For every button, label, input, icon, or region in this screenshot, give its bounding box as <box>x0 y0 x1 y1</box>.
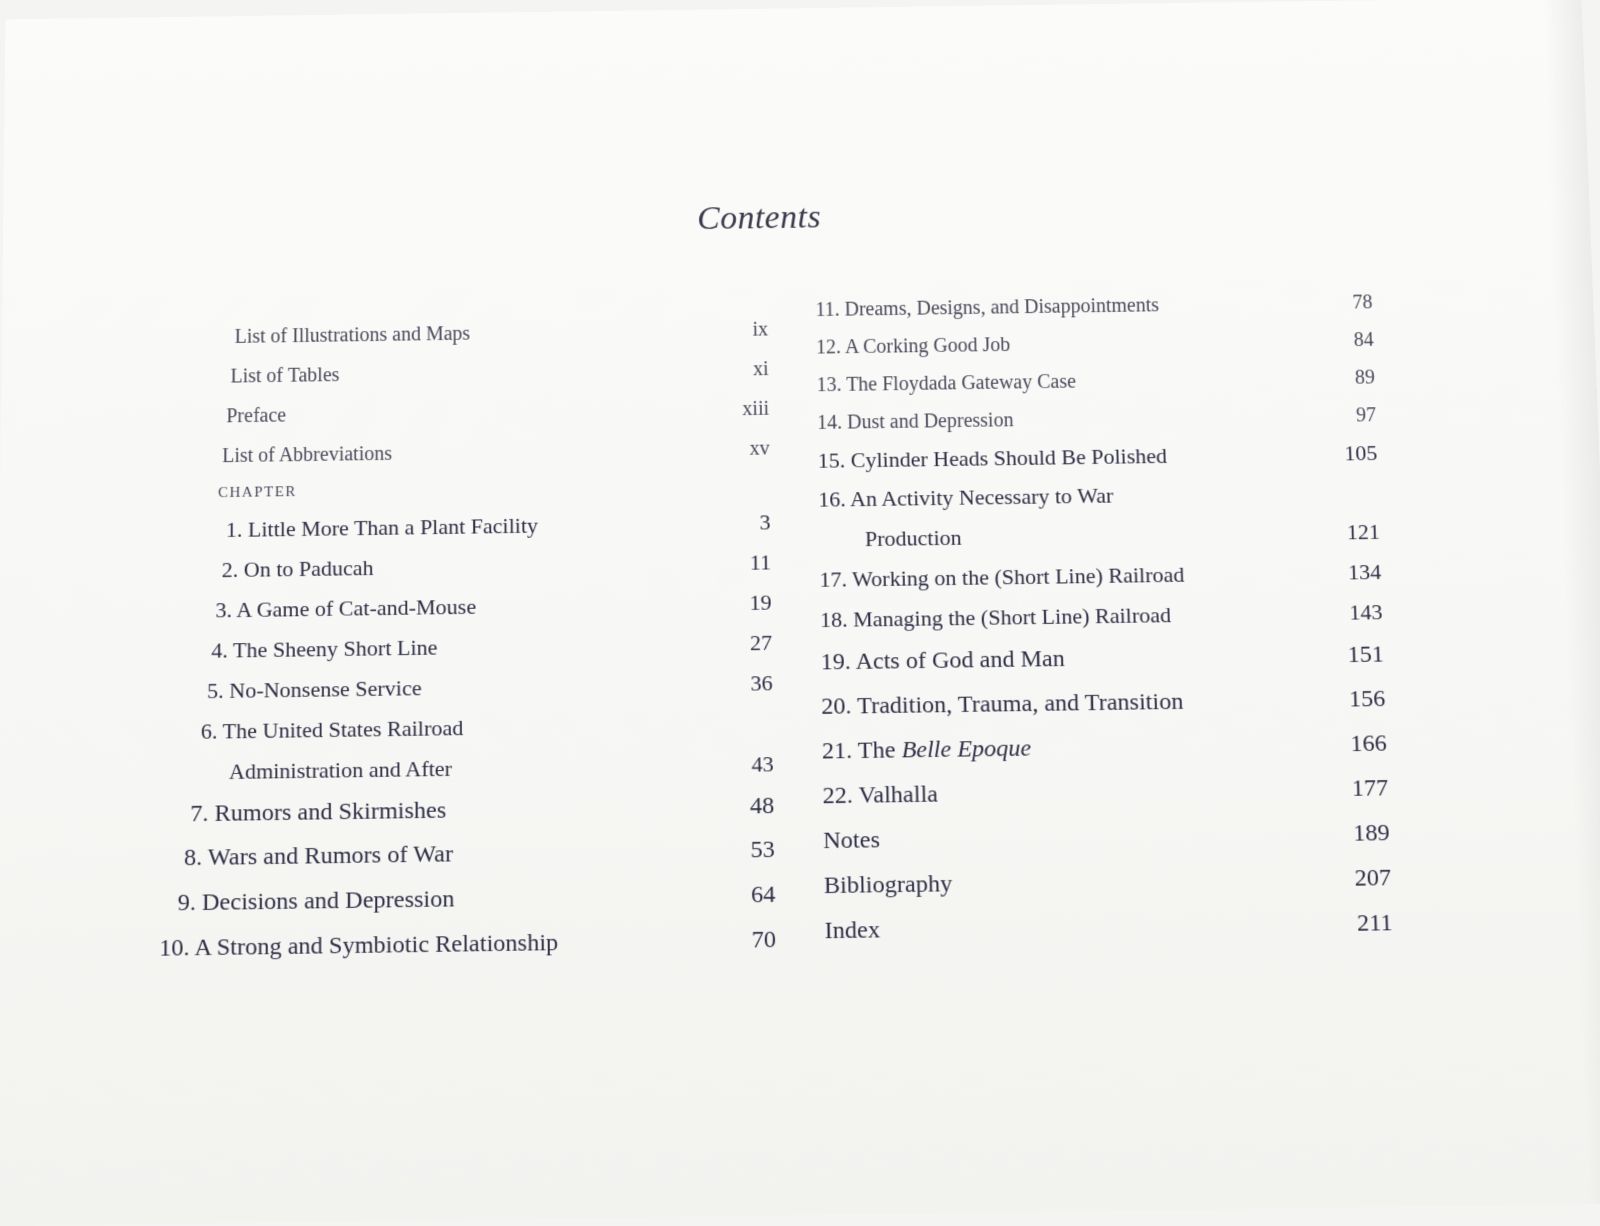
chapter-heading: CHAPTER <box>217 484 297 502</box>
chapter-page: 177 <box>1351 774 1389 802</box>
chapter-number: 4. <box>211 637 228 663</box>
page-edge-shadow <box>1542 0 1600 1204</box>
chapter-page: 166 <box>1350 730 1388 758</box>
chapter-number: 13. <box>816 374 842 397</box>
chapter-page: 143 <box>1348 599 1383 625</box>
chapter-number: 12. <box>815 336 842 359</box>
chapter-page: 105 <box>1343 440 1378 466</box>
chapter-title: A Corking Good Job <box>844 334 1011 359</box>
chapter-number: 21. <box>821 737 853 765</box>
chapter-page: 27 <box>749 629 773 656</box>
chapter-title: No-Nonsense Service <box>229 674 422 703</box>
chapter-title: Wars and Rumors of War <box>207 841 454 871</box>
chapter-number: 19. <box>820 648 852 676</box>
toc-entry-page: ix <box>752 318 769 341</box>
chapter-number: 15. <box>817 447 846 473</box>
chapter-number: 10. <box>159 934 190 962</box>
chapter-title: Rumors and Skirmishes <box>214 797 447 827</box>
chapter-title: On to Paducah <box>243 554 374 582</box>
chapter-number: 18. <box>819 606 848 633</box>
chapter-number: 11. <box>815 298 840 321</box>
toc-entry-label: List of Tables <box>230 364 340 388</box>
toc-entry-label: Index <box>824 916 881 945</box>
chapter-page: 36 <box>750 670 773 696</box>
chapter-title: Dust and Depression <box>846 409 1014 434</box>
chapter-title: Little More Than a Plant Facility <box>247 512 539 542</box>
page-title: Contents <box>696 198 822 237</box>
chapter-number: 7. <box>190 800 209 828</box>
chapter-title-continued: Production <box>864 524 962 552</box>
chapter-page: 84 <box>1353 328 1375 352</box>
chapter-number: 2. <box>221 556 239 583</box>
chapter-title: The Sheeny Short Line <box>232 634 438 663</box>
chapter-page: 89 <box>1354 366 1376 389</box>
chapter-page: 151 <box>1347 641 1385 669</box>
chapter-number: 16. <box>818 486 846 512</box>
chapter-page: 11 <box>749 549 772 575</box>
toc-chapter <box>159 917 777 971</box>
chapter-title: Acts of God and Man <box>855 645 1065 675</box>
chapter-title: Managing the (Short Line) Railroad <box>852 602 1172 632</box>
chapter-page: 48 <box>749 792 775 820</box>
toc-entry <box>824 900 1454 954</box>
chapter-title-italic: Belle Epoque <box>901 735 1032 764</box>
chapter-title: Valhalla <box>858 781 939 809</box>
chapter-number: 22. <box>822 782 854 810</box>
toc-entry-page: 211 <box>1356 909 1393 937</box>
chapter-title: The United States Railroad <box>222 714 464 744</box>
chapter-page: 156 <box>1348 685 1386 713</box>
chapter-title: A Strong and Symbiotic Relationship <box>194 929 559 962</box>
chapter-number: 3. <box>215 597 233 623</box>
chapter-title: Decisions and Depression <box>201 885 455 917</box>
toc-entry-label: Preface <box>226 404 287 428</box>
chapter-page: 121 <box>1346 518 1381 545</box>
chapter-number: 9. <box>177 889 196 917</box>
chapter-page: 3 <box>759 509 771 535</box>
chapter-title-continued: Administration and After <box>228 755 453 785</box>
chapter-title: Cylinder Heads Should Be Polished <box>850 442 1168 473</box>
toc-entry-page: xi <box>752 358 769 381</box>
toc-entry-page: 207 <box>1354 864 1392 892</box>
chapter-page: 64 <box>750 881 776 909</box>
toc-entry-label: List of Abbreviations <box>222 442 393 468</box>
chapter-number: 6. <box>200 718 218 744</box>
chapter-page: 43 <box>751 751 774 777</box>
chapter-page: 53 <box>750 836 775 864</box>
chapter-number: 20. <box>821 693 852 720</box>
chapter-page: 134 <box>1347 558 1382 585</box>
chapter-number: 14. <box>817 411 843 434</box>
chapter-number: 1. <box>225 516 243 542</box>
toc-entry-label: Notes <box>823 826 881 855</box>
toc-left-column <box>159 310 777 971</box>
chapter-number: 17. <box>819 566 848 592</box>
chapter-title: The <box>857 737 902 765</box>
chapter-page: 70 <box>751 926 777 954</box>
chapter-title: Working on the (Short Line) Railroad <box>851 561 1185 592</box>
chapter-title: An Activity Necessary to War <box>849 482 1114 512</box>
toc-entry-label: Bibliography <box>823 870 953 900</box>
toc-entry-page: 189 <box>1352 819 1391 847</box>
chapter-title: The Floydada Gateway Case <box>846 370 1077 396</box>
chapter-title: A Game of Cat-and-Mouse <box>236 593 477 623</box>
chapter-number: 8. <box>183 844 203 872</box>
chapter-title: Dreams, Designs, and Disappointments <box>844 294 1160 321</box>
chapter-page: 78 <box>1352 291 1373 314</box>
chapter-title: Tradition, Trauma, and Transition <box>856 688 1184 720</box>
toc-right-column <box>815 283 1454 954</box>
toc-entry-page: xiii <box>742 397 770 421</box>
chapter-number: 5. <box>207 677 224 704</box>
chapter-page: 19 <box>749 589 772 615</box>
chapter-page: 97 <box>1355 404 1377 427</box>
toc-entry-label: List of Illustrations and Maps <box>234 322 471 348</box>
toc-entry-page: xv <box>749 437 770 460</box>
